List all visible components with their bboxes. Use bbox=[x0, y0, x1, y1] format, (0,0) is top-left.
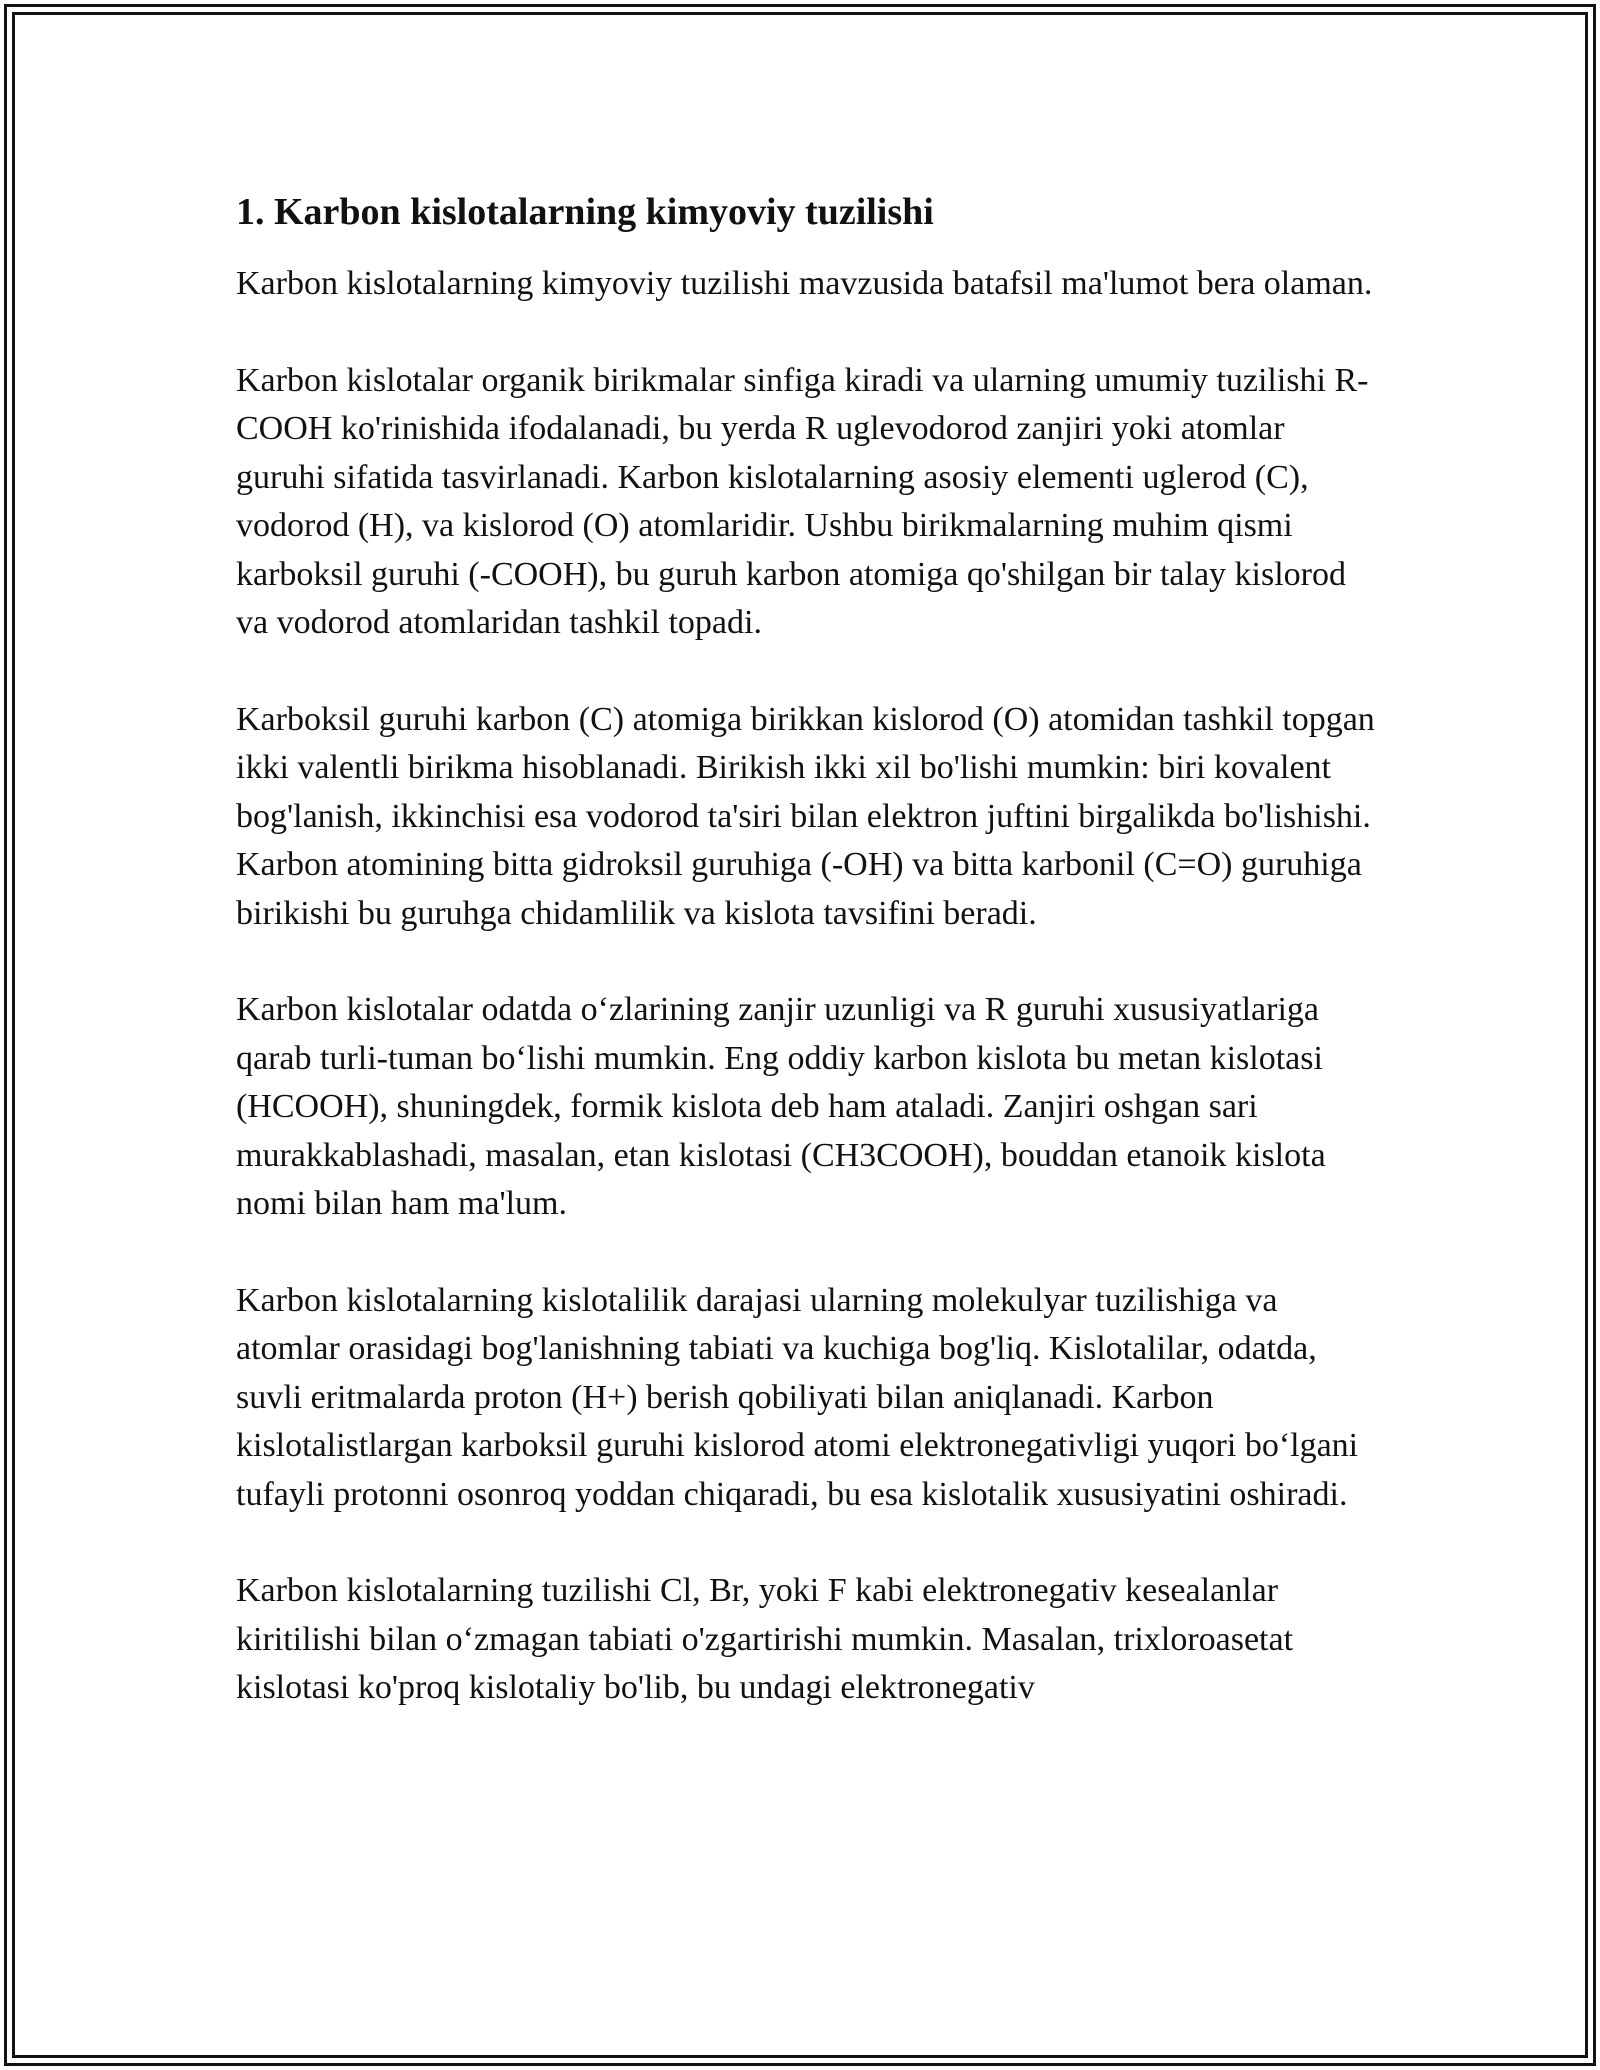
paragraph-6: Karbon kislotalarning tuzilishi Cl, Br, yoki F kabi elektronegativ kesealanlar kiritilishi bilan o‘zmagan tabiati o'zgartirishi mumkin. Masalan, trixloroasetat kislotasi ko'proq kislotaliy bo'lib, bu undagi elektronegativ bbox=[236, 1572, 1294, 1706]
paragraph-2: Karbon kislotalar organik birikmalar sinfiga kiradi va ularning umumiy tuzilishi R-COOH ko'rinishida ifodalanadi, bu yerda R uglevodorod zanjiri yoki atomlar guruhi sifatida tasvirlanadi. Karbon kislotalarning asosiy elementi uglerod (C), vodorod (H), va kislorod (O) atomlaridir. Ushbu birikmalarning muhim qismi karboksil guruhi (-COOH), bu guruh karbon atomiga qo'shilgan bir talay kislorod va vodorod atomlaridan tashkil topadi. bbox=[236, 361, 1369, 641]
paragraph-1: Karbon kislotalarning kimyoviy tuzilishi mavzusida batafsil ma'lumot bera olaman. bbox=[236, 265, 1373, 302]
section-heading: 1. Karbon kislotalarning kimyoviy tuzilishi bbox=[236, 191, 934, 233]
paragraph-4: Karbon kislotalar odatda o‘zlarining zanjir uzunligi va R guruhi xususiyatlariga qarab turli-tuman bo‘lishi mumkin. Eng oddiy karbon kislota bu metan kislotasi (HCOOH), shuningdek, formik kislota deb ham ataladi. Zanjiri oshgan sari murakkablashadi, masalan, etan kislotasi (CH3COOH), bouddan etanoik kislota nomi bilan ham ma'lum. bbox=[236, 991, 1326, 1222]
paragraph-5: Karbon kislotalarning kislotalilik darajasi ularning molekulyar tuzilishiga va atomlar orasidagi bog'lanishning tabiati va kuchiga bog'liq. Kislotalilar, odatda, suvli eritmalarda proton (H+) berish qobiliyati bilan aniqlanadi. Karbon kislotalistlargan karboksil guruhi kislorod atomi elektronegativligi yuqori bo‘lgani tufayli protonni osonroq yoddan chiqaradi, bu esa kislotalik xususiyatini oshiradi. bbox=[236, 1281, 1359, 1513]
document-body bbox=[236, 186, 1376, 1761]
paragraph-3: Karboksil guruhi karbon (C) atomiga birikkan kislorod (O) atomidan tashkil topgan ikki valentli birikma hisoblanadi. Birikish ikki xil bo'lishi mumkin: biri kovalent bog'lanish, ikkinchisi esa vodorod ta'siri bilan elektron juftini birgalikda bo'lishishi. Karbon atomining bitta gidroksil guruhiga (-OH) va bitta karbonil (C=O) guruhiga birikishi bu guruhga chidamlilik va kislota tavsifini beradi. bbox=[236, 700, 1375, 932]
